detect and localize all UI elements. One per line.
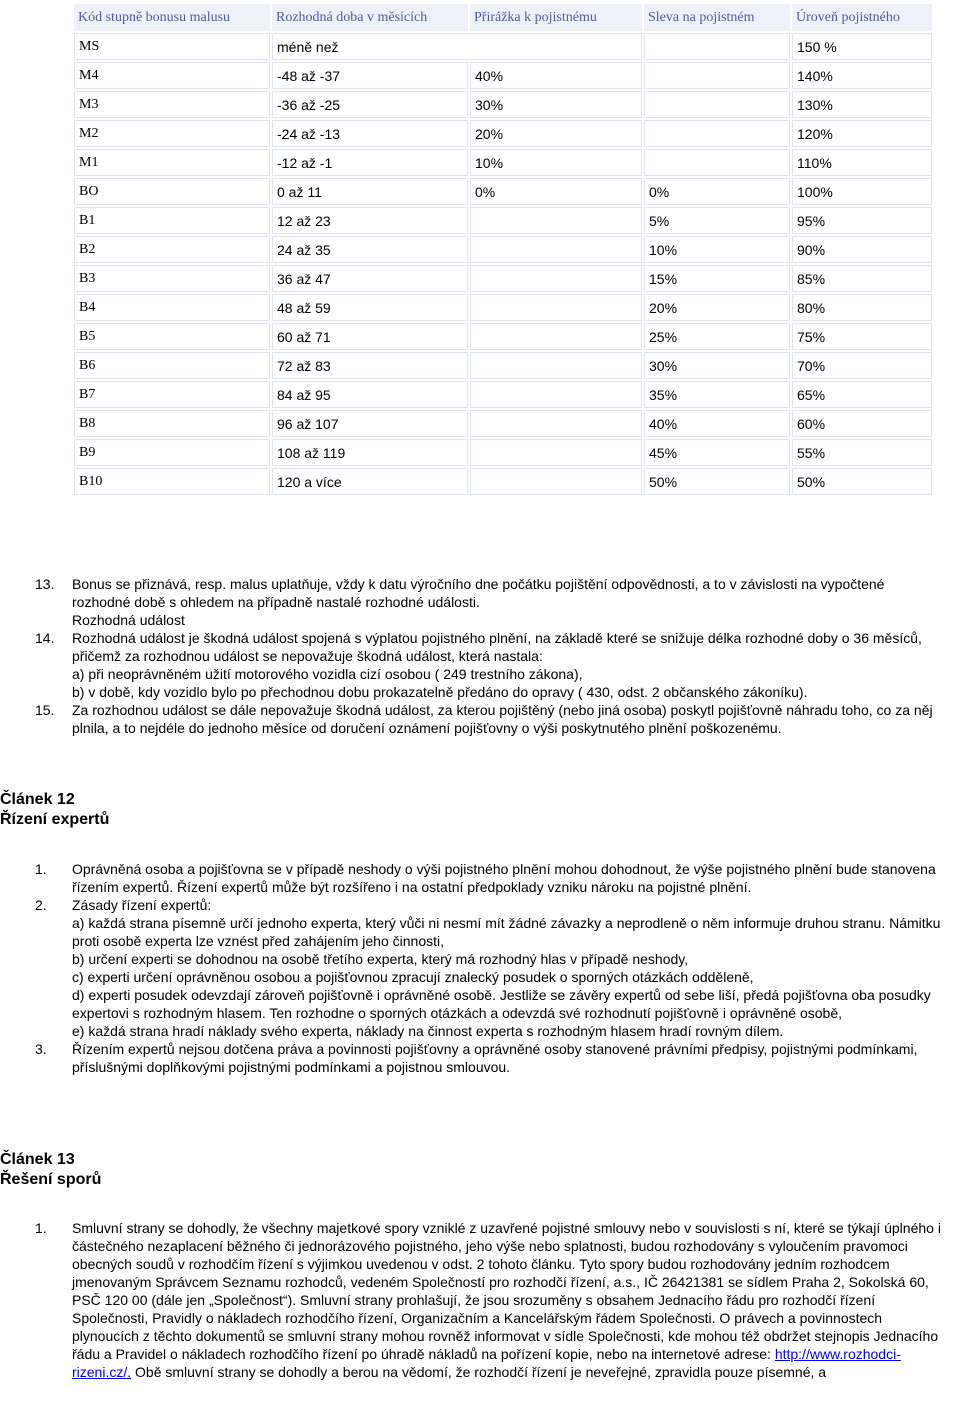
table-row <box>74 120 932 147</box>
cell-level: 55% <box>792 439 932 466</box>
paragraph: b) určení experti se dohodnou na osobě třetího experta, který má rozhodný hlas v případě neshody, <box>72 951 689 967</box>
table-row <box>74 439 932 466</box>
cell-surcharge <box>470 410 642 437</box>
paragraph: b) v době, kdy vozidlo bylo po přechodnou dobu prokazatelně předáno do opravy ( 430, odst. 2 občanského zákoníku). <box>72 684 808 700</box>
cell-surcharge <box>470 352 642 379</box>
cell-level: 80% <box>792 294 932 321</box>
cell-code: B9 <box>74 439 270 466</box>
cell-level: 70% <box>792 352 932 379</box>
cell-discount: 10% <box>644 236 790 263</box>
table-body <box>74 33 932 497</box>
table-row <box>74 236 932 263</box>
paragraph: a) při neoprávněném užití motorového vozidla cizí osobou ( 249 trestního zákona), <box>72 666 583 682</box>
item-number: 13. <box>35 576 55 592</box>
table-row <box>74 323 932 350</box>
list-item <box>0 1040 945 1076</box>
table-row <box>74 381 932 408</box>
table-row <box>74 178 932 205</box>
cell-period: 72 až 83 <box>272 352 468 379</box>
table-row <box>74 265 932 292</box>
cell-discount <box>644 62 790 89</box>
header-period: Rozhodná doba v měsících <box>272 4 468 31</box>
arbitration-website-link[interactable]: http://www.rozhodci-rizeni.cz/. <box>72 1346 901 1380</box>
paragraph: c) experti určení oprávněnou osobou a pojišťovnou zpracují znalecký posudek o sporných otázkách odděleně, <box>72 969 754 985</box>
header-level: Úroveň pojistného <box>792 4 932 31</box>
bonus-malus-table <box>72 2 934 499</box>
cell-code: B1 <box>74 207 270 234</box>
cell-level: 65% <box>792 381 932 408</box>
paragraph: Oprávněná osoba a pojišťovna se v případě neshody o výši pojistného plnění mohou dohodnout, že výše pojistného plnění bude stanovena řízením expertů. Řízení expertů může být rozšířeno i na ostatní předpoklady vzniku nároku na pojistné plnění. <box>72 861 936 895</box>
cell-discount <box>644 120 790 147</box>
paragraph: Za rozhodnou událost se dále nepovažuje škodná událost, za kterou pojištěný (nebo jiná osoba) poskytl pojišťovně náhradu toho, co za něj plnila, a to nejdéle do jednoho měsíce od doručení oznámení pojišťovny o výši poskytnutého plnění poškozenému. <box>72 702 933 736</box>
cell-surcharge <box>470 207 642 234</box>
cell-surcharge <box>470 265 642 292</box>
cell-surcharge: 20% <box>470 120 642 147</box>
paragraph-text-continued: Obě smluvní strany se dohodly a berou na vědomí, že rozhodčí řízení je neveřejné, zpravidla pouze písemné, a <box>131 1364 827 1380</box>
cell-level: 150 % <box>792 33 932 60</box>
cell-discount: 45% <box>644 439 790 466</box>
article-12-heading <box>0 790 109 830</box>
cell-code: BO <box>74 178 270 205</box>
cell-discount: 25% <box>644 323 790 350</box>
table-row <box>74 468 932 495</box>
cell-discount <box>644 91 790 118</box>
cell-code: B7 <box>74 381 270 408</box>
cell-code: B8 <box>74 410 270 437</box>
paragraph: Bonus se přiznává, resp. malus uplatňuje, vždy k datu výročního dne počátku pojištění odpovědnosti, a to v závislosti na vypočtené rozhodné době s ohledem na případně nastalé rozhodné události. <box>72 576 885 610</box>
list-item <box>0 860 945 896</box>
paragraph: Řízením expertů nejsou dotčena práva a povinnosti pojišťovny a oprávněné osoby stanovené právními předpisy, pojistnými podmínkami, příslušnými doplňkovými pojistnými podmínkami a pojistnou smlouvou. <box>72 1041 918 1075</box>
cell-level: 90% <box>792 236 932 263</box>
cell-surcharge <box>470 236 642 263</box>
cell-period: 60 až 71 <box>272 323 468 350</box>
cell-period: 84 až 95 <box>272 381 468 408</box>
cell-surcharge <box>470 294 642 321</box>
cell-discount <box>644 149 790 176</box>
paragraph: Rozhodná událost <box>72 612 185 628</box>
item-number: 2. <box>35 897 47 913</box>
article-13-heading <box>0 1150 101 1190</box>
list-item <box>0 1219 945 1381</box>
cell-surcharge: 0% <box>470 178 642 205</box>
paragraph: Rozhodná událost je škodná událost spojená s výplatou pojistného plnění, na základě které se snižuje délka rozhodné doby o 36 měsíců, přičemž za rozhodnou událost se nepovažuje škodná událost, která nastala: <box>72 630 922 664</box>
list-item <box>0 896 945 1040</box>
article-13-number: Článek 13 <box>0 1151 75 1168</box>
cell-code: MS <box>74 33 270 60</box>
cell-code: B3 <box>74 265 270 292</box>
table-row <box>74 410 932 437</box>
cell-level: 85% <box>792 265 932 292</box>
cell-level: 60% <box>792 410 932 437</box>
cell-discount: 30% <box>644 352 790 379</box>
table-row <box>74 91 932 118</box>
cell-discount: 50% <box>644 468 790 495</box>
table-row <box>74 62 932 89</box>
cell-surcharge <box>470 439 642 466</box>
cell-code: M3 <box>74 91 270 118</box>
table-row <box>74 149 932 176</box>
header-discount: Sleva na pojistném <box>644 4 790 31</box>
article-12-title: Řízení expertů <box>0 811 110 828</box>
cell-period: 48 až 59 <box>272 294 468 321</box>
header-surcharge: Přirážka k pojistnému <box>470 4 642 31</box>
item-number: 1. <box>35 861 47 877</box>
cell-period: méně než <box>272 33 642 60</box>
item-number: 3. <box>35 1041 47 1057</box>
cell-period: -12 až -1 <box>272 149 468 176</box>
cell-code: B5 <box>74 323 270 350</box>
cell-period: 12 až 23 <box>272 207 468 234</box>
cell-period: -36 až -25 <box>272 91 468 118</box>
cell-period: 36 až 47 <box>272 265 468 292</box>
paragraph: e) každá strana hradí náklady svého experta, náklady na činnost experta s rozhodným hlasem hradí rovným dílem. <box>72 1023 784 1039</box>
article-13-body <box>0 1219 945 1381</box>
paragraph-text: Smluvní strany se dohodly, že všechny majetkové spory vzniklé z uzavřené pojistné smlouvy nebo v souvislosti s ní, které se týkají úplného i částečného nezaplacení běžného či jednorázového pojistného, jeho výše nebo splatnosti, budou rozhodovány s vyloučením pravomoci obecných soudů v rozhodčím řízení s výjimkou uvedenou v odst. 2 tohoto článku. Tyto spory budou rozhodovány jedním rozhodcem jmenovaným Správcem Seznamu rozhodců, vedeném Společností pro rozhodčí řízení, a.s., IČ 26421381 se sídlem Praha 2, Sokolská 60, PSČ 120 00 (dále jen „Společnost“). Smluvní strany prohlašují, že jsou srozuměny s obsahem Jednacího řádu pro rozhodčí řízení Společnosti, Pravidly o nákladech rozhodčího řízení, Organizačním a Kancelářským řádem Společnosti. O právech a povinnostech plynoucích z těchto dokumentů se smluvní strany mohou rovněž informovat v sídle Společnosti, kde mohou též obdržet stejnopis Jednacího řádu a Pravidel o nákladech rozhodčího řízení po úhradě nákladů na pořízení kopie, nebo na internetové adrese: <box>72 1220 941 1362</box>
table-row <box>74 294 932 321</box>
cell-code: M4 <box>74 62 270 89</box>
list-item <box>0 629 945 701</box>
section-bonus-rules <box>0 575 945 737</box>
cell-code: B4 <box>74 294 270 321</box>
cell-surcharge <box>470 468 642 495</box>
cell-discount: 40% <box>644 410 790 437</box>
article-13-title: Řešení sporů <box>0 1171 102 1188</box>
cell-period: 24 až 35 <box>272 236 468 263</box>
paragraph <box>72 1219 945 1381</box>
cell-code: B6 <box>74 352 270 379</box>
cell-level: 110% <box>792 149 932 176</box>
table-header-row <box>74 4 932 31</box>
item-number: 15. <box>35 702 55 718</box>
cell-discount: 5% <box>644 207 790 234</box>
item-number: 1. <box>35 1220 47 1236</box>
cell-level: 100% <box>792 178 932 205</box>
cell-period: 96 až 107 <box>272 410 468 437</box>
cell-period: 0 až 11 <box>272 178 468 205</box>
cell-surcharge: 30% <box>470 91 642 118</box>
cell-period: 108 až 119 <box>272 439 468 466</box>
item-number: 14. <box>35 630 55 646</box>
cell-discount <box>644 33 790 60</box>
cell-surcharge <box>470 381 642 408</box>
cell-period: 120 a více <box>272 468 468 495</box>
cell-discount: 35% <box>644 381 790 408</box>
cell-code: B2 <box>74 236 270 263</box>
table-row <box>74 207 932 234</box>
article-12-number: Článek 12 <box>0 791 75 808</box>
paragraph: Zásady řízení expertů: <box>72 897 212 913</box>
cell-discount: 15% <box>644 265 790 292</box>
cell-level: 140% <box>792 62 932 89</box>
cell-level: 75% <box>792 323 932 350</box>
table-row <box>74 352 932 379</box>
cell-surcharge: 10% <box>470 149 642 176</box>
cell-period: -48 až -37 <box>272 62 468 89</box>
cell-level: 130% <box>792 91 932 118</box>
list-item <box>0 701 945 737</box>
table-row <box>74 33 932 60</box>
cell-surcharge <box>470 323 642 350</box>
cell-code: M2 <box>74 120 270 147</box>
cell-level: 95% <box>792 207 932 234</box>
cell-level: 50% <box>792 468 932 495</box>
article-12-body <box>0 860 945 1076</box>
paragraph: d) experti posudek odevzdají zároveň pojišťovně i oprávněné osobě. Jestliže se závěry expertů od sebe liší, předá pojišťovna oba posudky expertovi s rozhodným hlasem. Ten rozhodne o sporných otázkách a odevzdá své rozhodnutí pojišťovně i oprávněné osobě, <box>72 987 931 1021</box>
cell-discount: 0% <box>644 178 790 205</box>
cell-code: M1 <box>74 149 270 176</box>
header-code: Kód stupně bonusu malusu <box>74 4 270 31</box>
cell-surcharge: 40% <box>470 62 642 89</box>
paragraph: a) každá strana písemně určí jednoho experta, který vůči ni nesmí mít žádné závazky a neprodleně o něm informuje druhou stranu. Námitku proti osobě experta lze vznést před zahájením jeho činnosti, <box>72 915 941 949</box>
list-item <box>0 575 945 629</box>
cell-code: B10 <box>74 468 270 495</box>
cell-level: 120% <box>792 120 932 147</box>
cell-period: -24 až -13 <box>272 120 468 147</box>
cell-discount: 20% <box>644 294 790 321</box>
